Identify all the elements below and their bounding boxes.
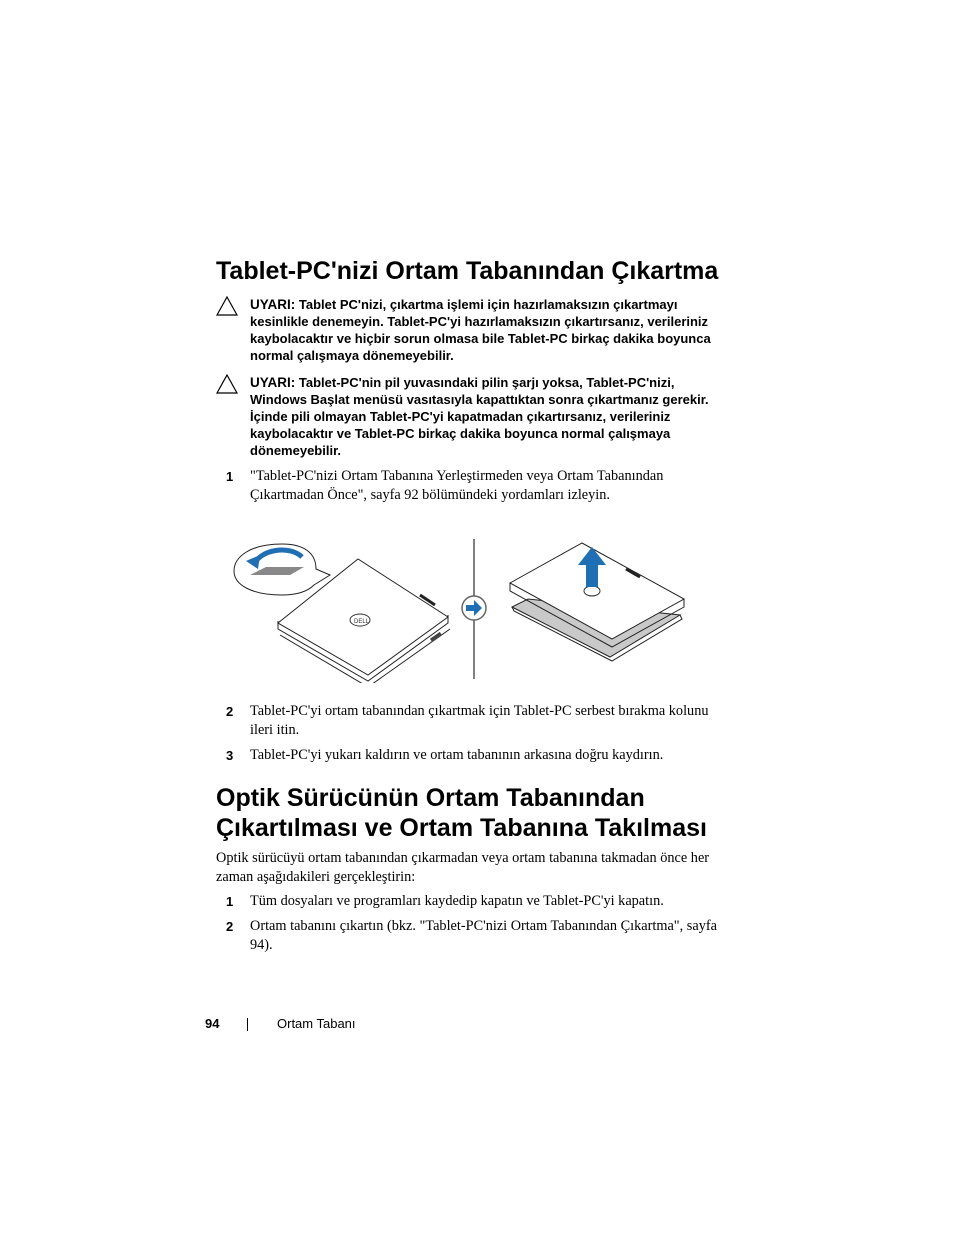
- lifted-tablet-figure: [510, 543, 684, 661]
- warning-label: UYARI:: [250, 297, 296, 312]
- intro-paragraph: Optik sürücüyü ortam tabanından çıkarmadan veya ortam tabanına takmadan önce her zaman aşağıdakileri gerçekleştirin:: [216, 850, 710, 885]
- warning-body: Tablet-PC'nin pil yuvasındaki pilin şarjı yoksa, Tablet-PC'nizi, Windows Başlat menüsü vasıtasıyla kapattıktan sonra çıkartmanız gerekir. İçinde pili olmayan Tablet-PC'yi kapatmadan çıkartırsanız, verileriniz kaybolacaktır ve Tablet-PC birkaç dakika boyunca normal çalışmaya dönemeyebilir.: [250, 375, 709, 458]
- step-text: "Tablet-PC'nizi Ortam Tabanına Yerleştirmeden veya Ortam Tabanından Çıkartmadan Önce", sayfa 92 bölümündeki yordamları izleyin.: [250, 468, 664, 503]
- svg-text:DELL: DELL: [354, 619, 370, 625]
- step-text: Tablet-PC'yi ortam tabanından çıkartmak için Tablet-PC serbest bırakma kolunu ileri itin.: [250, 703, 709, 738]
- step-text: Tablet-PC'yi yukarı kaldırın ve ortam tabanının arkasına doğru kaydırın.: [250, 747, 664, 763]
- warning-body: Tablet PC'nizi, çıkartma işlemi için hazırlamaksızın çıkartmayı kesinlikle denemeyin. Tablet-PC'yi hazırlamaksızın çıkartırsanız, verileriniz kaybolacaktır ve hiçbir sorun olmasa bile Tablet-PC birkaç dakika boyunca normal çalışmaya dönemeyebilir.: [250, 297, 711, 363]
- step-number: 2: [226, 704, 234, 719]
- step-number: 3: [226, 748, 234, 763]
- page-number: 94: [205, 1016, 220, 1031]
- footer-section-name: Ortam Tabanı: [277, 1016, 356, 1031]
- page-footer: [0, 1016, 954, 1036]
- arrow-right-icon: [462, 596, 486, 620]
- section-title: Tablet-PC'nizi Ortam Tabanından Çıkartma: [216, 257, 719, 285]
- caution-triangle-icon: [216, 374, 238, 394]
- caution-triangle-icon: [216, 296, 238, 316]
- step-text: Ortam tabanını çıkartın (bkz. "Tablet-PC'nizi Ortam Tabanından Çıkartma", sayfa 94).: [250, 918, 717, 953]
- step-text: Tüm dosyaları ve programları kaydedip kapatın ve Tablet-PC'yi kapatın.: [250, 893, 664, 909]
- warning-label: UYARI:: [250, 375, 296, 390]
- step-number: 2: [226, 919, 234, 934]
- section-title: [216, 783, 707, 843]
- warning-text: [250, 374, 730, 459]
- warning-text: [250, 296, 730, 364]
- release-latch-callout: [234, 544, 330, 595]
- step-number: 1: [226, 469, 234, 484]
- footer-separator: [247, 1018, 248, 1031]
- section-title-line: Optik Sürücünün Ortam Tabanından: [216, 784, 645, 812]
- section-title-line: Çıkartılması ve Ortam Tabanına Takılması: [216, 814, 707, 842]
- step-number: 1: [226, 894, 234, 909]
- undock-illustration: [230, 535, 690, 683]
